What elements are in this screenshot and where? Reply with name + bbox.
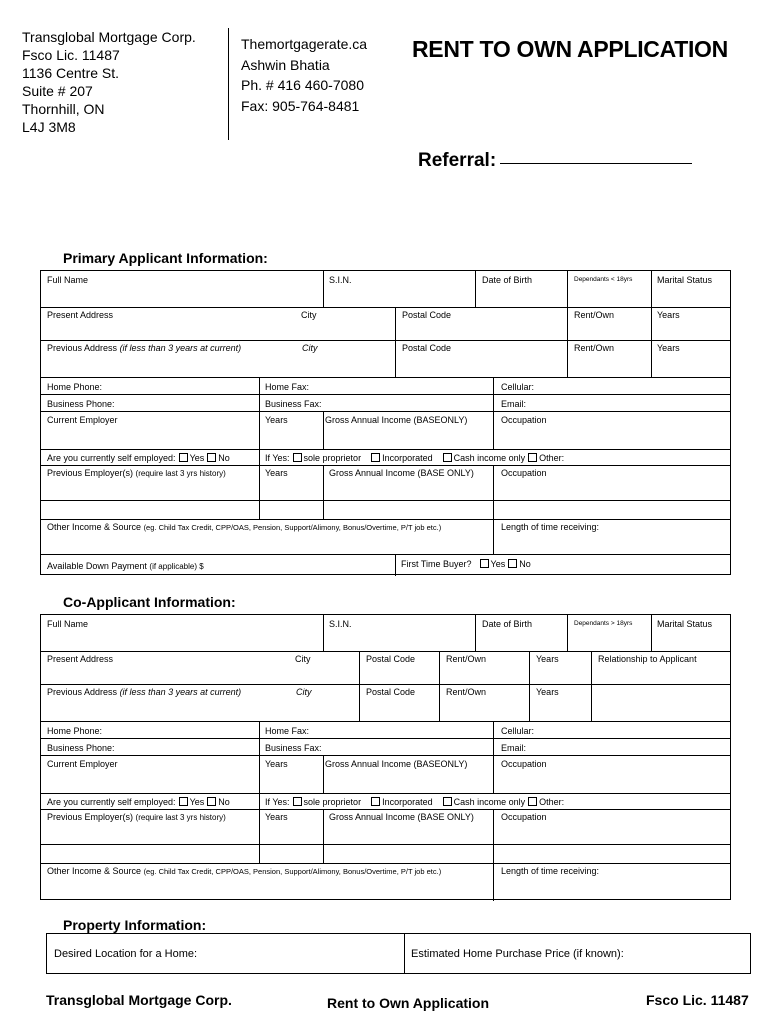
co-previous-address-field[interactable]: Previous Address (if less than 3 years at current) — [47, 687, 242, 697]
company-license: Fsco Lic. 11487 — [22, 47, 120, 63]
previous-address-field[interactable]: Previous Address (if less than 3 years at current) — [47, 343, 242, 353]
first-time-buyer-question: First Time Buyer? Yes No — [401, 559, 531, 569]
co-sin-field[interactable]: S.I.N. — [329, 619, 352, 629]
sole-proprietor-checkbox[interactable] — [293, 453, 302, 462]
co-cash-income-checkbox[interactable] — [443, 797, 452, 806]
co-prev-gross-income-field[interactable]: Gross Annual Income (BASE ONLY) — [329, 812, 474, 822]
co-postal-code-field[interactable]: Postal Code — [366, 654, 416, 664]
prev-rent-own-field[interactable]: Rent/Own — [574, 343, 615, 353]
full-name-field[interactable]: Full Name — [47, 275, 89, 285]
co-home-phone-field[interactable]: Home Phone: — [47, 726, 103, 736]
co-length-receiving-field[interactable]: Length of time receiving: — [501, 866, 600, 876]
co-dob-field[interactable]: Date of Birth — [482, 619, 533, 629]
employer-years-field[interactable]: Years — [265, 415, 288, 425]
company-address-block — [22, 28, 196, 136]
length-receiving-field[interactable]: Length of time receiving: — [501, 522, 600, 532]
co-gross-income-field[interactable]: Gross Annual Income (BASEONLY) — [325, 759, 468, 769]
other-checkbox[interactable] — [528, 453, 537, 462]
contact-phone: Ph. # 416 460-7080 — [241, 77, 364, 93]
home-phone-field[interactable]: Home Phone: — [47, 382, 103, 392]
years-field[interactable]: Years — [657, 310, 680, 320]
co-self-employed-yes-checkbox[interactable] — [179, 797, 188, 806]
property-form — [46, 933, 751, 974]
dependants-field[interactable]: Dependants < 18yrs — [574, 276, 633, 283]
co-applicant-form — [40, 614, 731, 900]
co-current-employer-field[interactable]: Current Employer — [47, 759, 118, 769]
co-full-name-field[interactable]: Full Name — [47, 619, 89, 629]
down-payment-field[interactable]: Available Down Payment (if applicable) $ — [47, 561, 204, 571]
sin-field[interactable]: S.I.N. — [329, 275, 352, 285]
co-email-field[interactable]: Email: — [501, 743, 527, 753]
business-fax-field[interactable]: Business Fax: — [265, 399, 322, 409]
city-field[interactable]: City — [301, 310, 317, 320]
co-city-field[interactable]: City — [295, 654, 311, 664]
company-suite: Suite # 207 — [22, 83, 93, 99]
company-city: Thornhill, ON — [22, 101, 105, 117]
footer-form-name: Rent to Own Application — [327, 995, 490, 1011]
primary-section-title: Primary Applicant Information: — [63, 250, 268, 266]
co-business-type-options: If Yes: sole proprietor Incorporated Cash income only Other: — [265, 797, 565, 807]
cellular-field[interactable]: Cellular: — [501, 382, 535, 392]
co-prev-employer-years-field[interactable]: Years — [265, 812, 288, 822]
co-applicant-section-title: Co-Applicant Information: — [63, 594, 236, 610]
primary-applicant-form — [40, 270, 731, 575]
rent-own-field[interactable]: Rent/Own — [574, 310, 615, 320]
company-postal: L4J 3M8 — [22, 119, 76, 135]
co-rent-own-field[interactable]: Rent/Own — [446, 654, 487, 664]
present-address-field[interactable]: Present Address — [47, 310, 114, 320]
co-prev-postal-code-field[interactable]: Postal Code — [366, 687, 416, 697]
self-employed-no-checkbox[interactable] — [207, 453, 216, 462]
contact-website: Themortgagerate.ca — [241, 36, 368, 52]
other-income-field[interactable]: Other Income & Source (eg. Child Tax Credit, CPP/OAS, Pension, Support/Alimony, Bonus/Overtime, P/T job etc.) — [47, 522, 442, 532]
co-home-fax-field[interactable]: Home Fax: — [265, 726, 310, 736]
co-occupation-field[interactable]: Occupation — [501, 759, 547, 769]
co-self-employed-question: Are you currently self employed: Yes No — [47, 797, 230, 807]
co-years-field[interactable]: Years — [536, 654, 559, 664]
postal-code-field[interactable]: Postal Code — [402, 310, 452, 320]
first-time-no-checkbox[interactable] — [508, 559, 517, 568]
prev-occupation-field[interactable]: Occupation — [501, 468, 547, 478]
co-prev-city-field[interactable]: City — [296, 687, 312, 697]
company-street: 1136 Centre St. — [22, 65, 120, 81]
prev-city-field[interactable]: City — [302, 343, 318, 353]
desired-location-field[interactable]: Desired Location for a Home: — [54, 948, 198, 960]
self-employed-yes-checkbox[interactable] — [179, 453, 188, 462]
header-divider — [228, 28, 229, 140]
page-title: RENT TO OWN APPLICATION — [412, 36, 728, 62]
co-cellular-field[interactable]: Cellular: — [501, 726, 535, 736]
marital-status-field[interactable]: Marital Status — [657, 275, 713, 285]
co-self-employed-no-checkbox[interactable] — [207, 797, 216, 806]
co-prev-occupation-field[interactable]: Occupation — [501, 812, 547, 822]
company-name: Transglobal Mortgage Corp. — [22, 29, 196, 45]
co-dependants-field[interactable]: Dependants > 18yrs — [574, 620, 633, 627]
current-employer-field[interactable]: Current Employer — [47, 415, 118, 425]
co-incorporated-checkbox[interactable] — [371, 797, 380, 806]
prev-years-field[interactable]: Years — [657, 343, 680, 353]
prev-employer-years-field[interactable]: Years — [265, 468, 288, 478]
contact-fax: Fax: 905-764-8481 — [241, 97, 360, 114]
co-business-fax-field[interactable]: Business Fax: — [265, 743, 322, 753]
contact-person: Ashwin Bhatia — [241, 56, 330, 73]
co-relationship-field[interactable]: Relationship to Applicant — [598, 654, 697, 664]
self-employed-question: Are you currently self employed: Yes No — [47, 453, 230, 463]
co-prev-years-field[interactable]: Years — [536, 687, 559, 697]
home-fax-field[interactable]: Home Fax: — [265, 382, 310, 392]
occupation-field[interactable]: Occupation — [501, 415, 547, 425]
footer-license: Fsco Lic. 11487 — [646, 992, 749, 1008]
dob-field[interactable]: Date of Birth — [482, 275, 533, 285]
co-employer-years-field[interactable]: Years — [265, 759, 288, 769]
contact-block — [241, 34, 367, 116]
business-type-options: If Yes: sole proprietor Incorporated Cash income only Other: — [265, 453, 565, 463]
previous-employer-field[interactable]: Previous Employer(s) (require last 3 yrs history) — [47, 468, 226, 478]
prev-postal-code-field[interactable]: Postal Code — [402, 343, 452, 353]
referral-field[interactable] — [500, 163, 692, 164]
email-field[interactable]: Email: — [501, 399, 527, 409]
gross-income-field[interactable]: Gross Annual Income (BASEONLY) — [325, 415, 468, 425]
co-prev-rent-own-field[interactable]: Rent/Own — [446, 687, 487, 697]
footer-company: Transglobal Mortgage Corp. — [46, 992, 232, 1008]
property-section-title: Property Information: — [63, 917, 207, 933]
cash-income-checkbox[interactable] — [443, 453, 452, 462]
co-business-phone-field[interactable]: Business Phone: — [47, 743, 115, 753]
estimated-price-field[interactable]: Estimated Home Purchase Price (if known): — [411, 948, 624, 960]
co-other-income-field[interactable]: Other Income & Source (eg. Child Tax Credit, CPP/OAS, Pension, Support/Alimony, Bonus/Overtime, P/T job etc.) — [47, 866, 442, 876]
co-previous-employer-field[interactable]: Previous Employer(s) (require last 3 yrs history) — [47, 812, 226, 822]
business-phone-field[interactable]: Business Phone: — [47, 399, 115, 409]
first-time-yes-checkbox[interactable] — [480, 559, 489, 568]
co-other-checkbox[interactable] — [528, 797, 537, 806]
co-marital-status-field[interactable]: Marital Status — [657, 619, 713, 629]
co-present-address-field[interactable]: Present Address — [47, 654, 114, 664]
referral-label: Referral: — [418, 150, 497, 171]
incorporated-checkbox[interactable] — [371, 453, 380, 462]
co-sole-proprietor-checkbox[interactable] — [293, 797, 302, 806]
prev-gross-income-field[interactable]: Gross Annual Income (BASE ONLY) — [329, 468, 474, 478]
